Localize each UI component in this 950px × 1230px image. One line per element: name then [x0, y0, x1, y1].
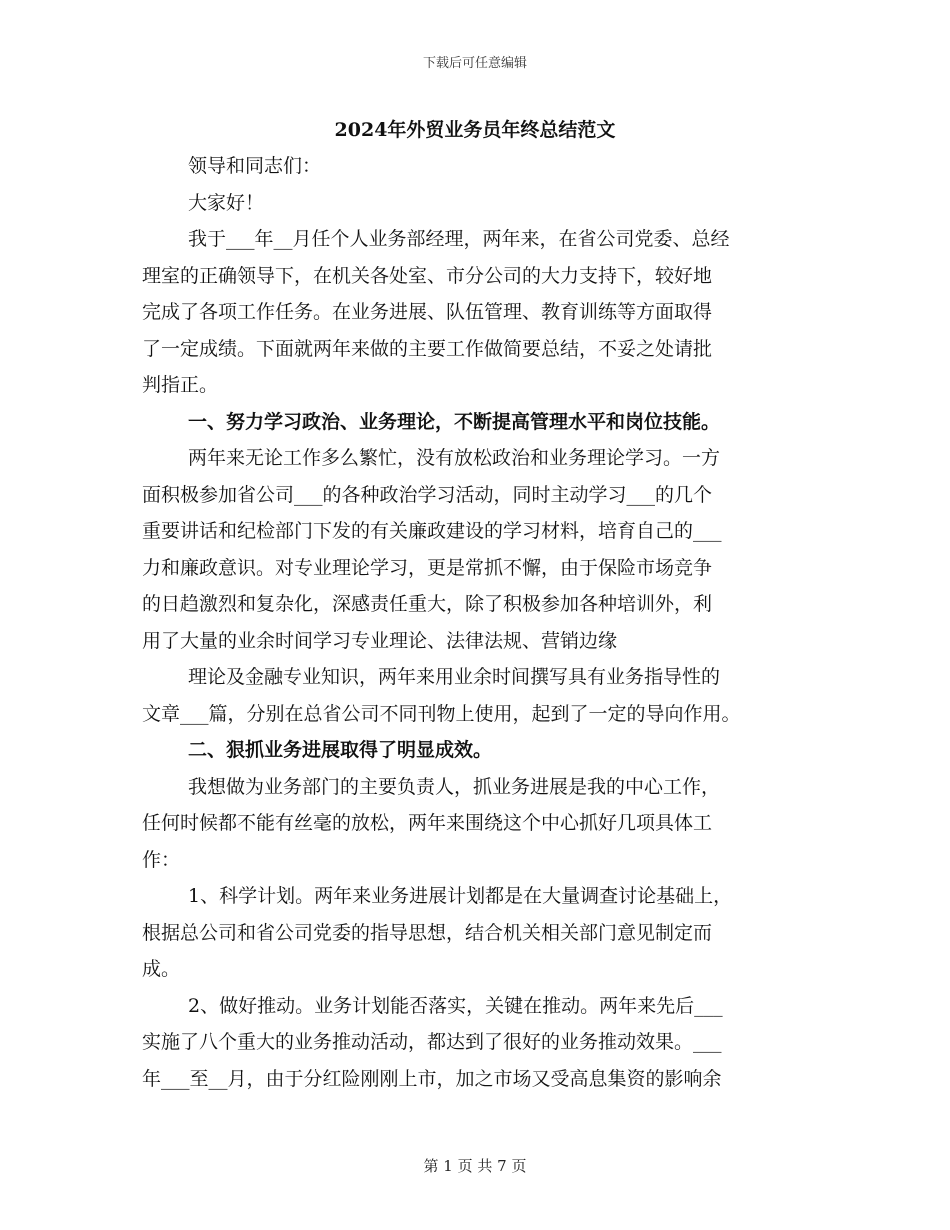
- paragraph-line: 我想做为业务部门的主要负责人，抓业务进展是我的中心工作，: [188, 775, 721, 798]
- greeting: 大家好！: [188, 191, 265, 214]
- list-item-line: 1、科学计划。两年来业务进展计划都是在大量调查讨论基础上，: [188, 885, 733, 907]
- document-title: 2024年外贸业务员年终总结范文: [334, 119, 616, 141]
- paragraph-line: 了一定成绩。下面就两年来做的主要工作做简要总结，不妥之处请批: [142, 337, 713, 360]
- paragraph-line: 文章___篇，分别在总省公司不同刊物上使用，起到了一定的导向作用。: [142, 702, 741, 725]
- paragraph-line: 重要讲话和纪检部门下发的有关廉政建设的学习材料，培育自己的___: [142, 520, 722, 542]
- salutation: 领导和同志们：: [188, 155, 322, 177]
- section-heading-2: 二、狠抓业务进展取得了明显成效。: [188, 739, 493, 761]
- page-header: 下载后可任意编辑: [422, 56, 527, 71]
- document-body: [142, 148, 810, 1097]
- paragraph-line: 我于___年__月任个人业务部经理，两年来，在省公司党委、总经: [188, 228, 730, 250]
- list-item-line: 年___至__月，由于分红险刚刚上市，加之市场又受高息集资的影响余: [142, 1067, 722, 1090]
- page-footer: 第 1 页 共 7 页: [423, 1157, 527, 1175]
- paragraph-line: 两年来无论工作多么繁忙，没有放松政治和业务理论学习。一方: [188, 447, 721, 469]
- paragraph-line: 完成了各项工作任务。在业务进展、队伍管理、教育训练等方面取得: [142, 301, 713, 323]
- list-item-line: 根据总公司和省公司党委的指导思想，结合机关相关部门意见制定而: [142, 921, 713, 944]
- paragraph-line: 的日趋激烈和复杂化，深感责任重大，除了积极参加各种培训外，利: [142, 593, 713, 615]
- paragraph-line: 面积极参加省公司___的各种政治学习活动，同时主动学习___的几个: [142, 483, 713, 506]
- paragraph-line: 作：: [142, 848, 181, 871]
- paragraph-line: 任何时候都不能有丝毫的放松，两年来围绕这个中心抓好几项具体工: [142, 812, 713, 834]
- list-item-line: 实施了八个重大的业务推动活动，都达到了很好的业务推动效果。___: [142, 1031, 722, 1053]
- paragraph-line: 力和廉政意识。对专业理论学习，更是常抓不懈，由于保险市场竞争: [142, 556, 713, 579]
- paragraph-line: 理论及金融专业知识，两年来用业余时间撰写具有业务指导性的: [188, 666, 721, 688]
- section-heading-1: 一、努力学习政治、业务理论，不断提高管理水平和岗位技能。: [188, 410, 721, 433]
- list-item-line: 2、做好推动。业务计划能否落实，关键在推动。两年来先后___: [188, 994, 723, 1017]
- paragraph-line: 判指正。: [142, 374, 219, 396]
- list-item-line: 成。: [142, 958, 181, 980]
- paragraph-line: 理室的正确领导下，在机关各处室、市分公司的大力支持下，较好地: [142, 264, 713, 287]
- paragraph-line: 用了大量的业余时间学习专业理论、法律法规、营销边缘: [142, 629, 618, 652]
